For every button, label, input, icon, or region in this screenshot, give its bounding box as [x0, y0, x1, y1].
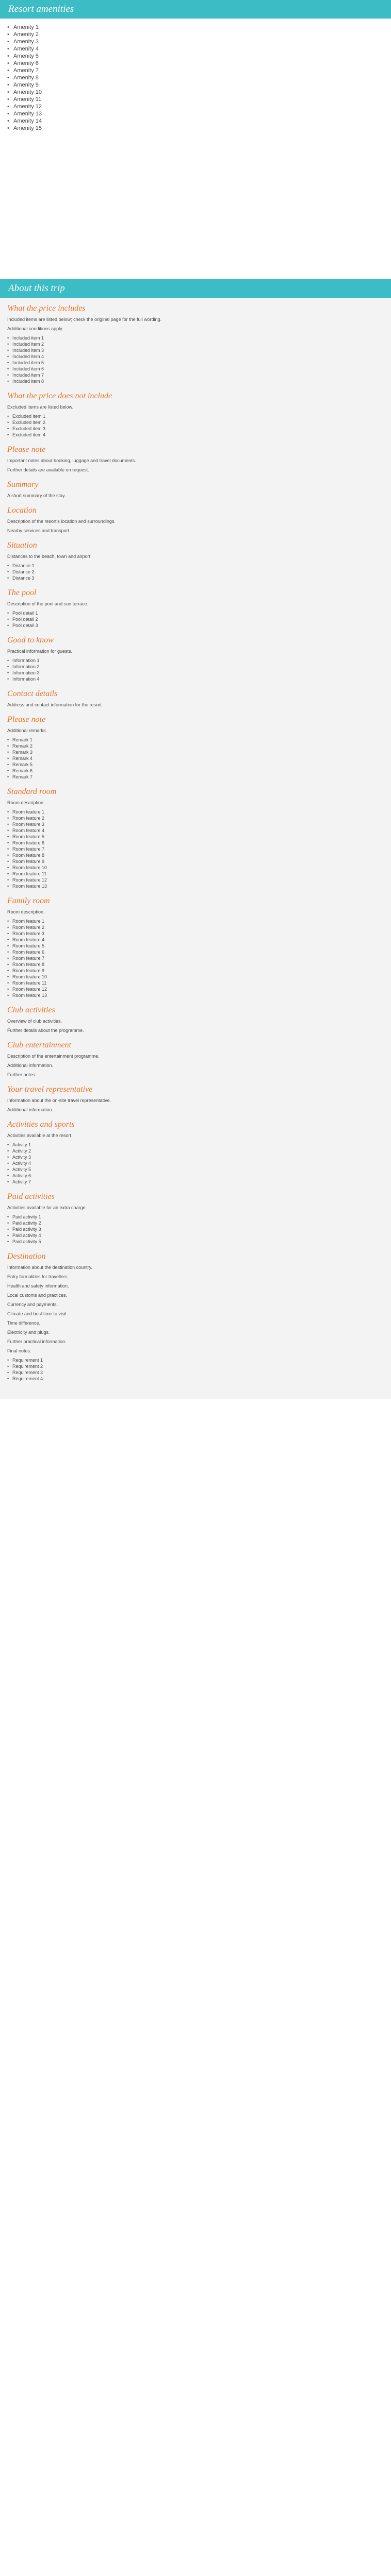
section-bullet: • Included item 5 [7, 360, 384, 366]
section-bullet: • Requirement 4 [7, 1376, 384, 1382]
section-bullet: • Room feature 5 [7, 834, 384, 840]
section-bullet-list [7, 1142, 384, 1185]
section-bullet: • Activity 3 [7, 1154, 384, 1160]
info-section [7, 1041, 384, 1078]
section-paragraph: Activities available at the resort. [7, 1133, 73, 1138]
info-section [7, 896, 384, 998]
info-section [7, 506, 384, 534]
section-bullet-list [7, 413, 384, 438]
section-bullet: • Remark 7 [7, 774, 384, 780]
info-section [7, 392, 384, 438]
info-section [7, 787, 384, 889]
section-bullet: • Remark 2 [7, 743, 384, 749]
section-paragraph: Description of the resort's location and surroundings. [7, 519, 116, 524]
info-section [7, 588, 384, 629]
trip-details-panel [0, 298, 391, 1399]
section-bullet: • Included item 4 [7, 353, 384, 360]
section-paragraph: A short summary of the stay. [7, 493, 66, 498]
section-paragraph: Further notes. [7, 1072, 37, 1077]
section-bullet: • Remark 3 [7, 749, 384, 755]
info-section [7, 689, 384, 708]
section-paragraph: Included items are listed below; check the original page for the full wording. [7, 317, 162, 322]
section-paragraph: Local customs and practices. [7, 1293, 68, 1298]
info-section [7, 480, 384, 499]
section-title: Standard room [7, 787, 57, 796]
amenities-banner: Resort amenities [0, 0, 391, 19]
section-paragraph: Further practical information. [7, 1339, 67, 1344]
section-bullet: • Activity 7 [7, 1179, 384, 1185]
section-bullet: • Included item 1 [7, 335, 384, 341]
section-bullet: • Room feature 6 [7, 840, 384, 846]
section-bullet: • Included item 7 [7, 372, 384, 378]
section-bullet: • Room feature 4 [7, 937, 384, 943]
section-paragraph: Description of the pool and sun terrace. [7, 601, 89, 606]
section-bullet: • Paid activity 3 [7, 1226, 384, 1232]
section-title: What the price does not include [7, 392, 112, 400]
section-paragraph: Overview of club activities. [7, 1019, 62, 1024]
section-bullet: • Remark 1 [7, 737, 384, 743]
section-paragraph: Information about the destination country. [7, 1265, 92, 1270]
section-bullet: • Included item 2 [7, 341, 384, 347]
section-bullet: • Room feature 7 [7, 955, 384, 961]
amenity-item: • Amenity 7 [7, 67, 391, 74]
section-bullet: • Room feature 11 [7, 980, 384, 986]
section-bullet: • Room feature 1 [7, 918, 384, 924]
section-title: Destination [7, 1252, 46, 1261]
section-bullet-list [7, 1214, 384, 1245]
amenities-list [7, 24, 391, 132]
section-title: Please note [7, 445, 46, 454]
section-bullet-list [7, 1357, 384, 1382]
section-paragraph: Address and contact information for the resort. [7, 702, 103, 707]
section-paragraph: Room description. [7, 800, 45, 805]
section-title: Club entertainment [7, 1041, 71, 1049]
section-bullet: • Paid activity 2 [7, 1220, 384, 1226]
section-bullet: • Room feature 9 [7, 858, 384, 865]
info-section [7, 1120, 384, 1185]
section-bullet: • Room feature 8 [7, 961, 384, 968]
section-bullet-list [7, 335, 384, 384]
section-paragraph: Additional conditions apply. [7, 326, 63, 331]
section-title: Good to know [7, 636, 54, 645]
section-paragraph: Climate and best time to visit. [7, 1311, 68, 1316]
section-title: Family room [7, 896, 50, 905]
section-bullet: • Activity 2 [7, 1148, 384, 1154]
section-bullet: • Information 2 [7, 664, 384, 670]
section-bullet: • Pool detail 3 [7, 622, 384, 629]
info-section [7, 636, 384, 682]
section-bullet: • Included item 8 [7, 378, 384, 384]
section-bullet: • Activity 1 [7, 1142, 384, 1148]
page-spacer [0, 141, 391, 279]
section-paragraph: Electricity and plugs. [7, 1330, 50, 1335]
section-bullet: • Room feature 7 [7, 846, 384, 852]
section-paragraph: Activities available for an extra charge. [7, 1205, 87, 1210]
amenity-item: • Amenity 10 [7, 89, 391, 96]
section-title: Club activities [7, 1006, 55, 1014]
section-paragraph: Additional remarks. [7, 728, 47, 733]
section-bullet-list [7, 610, 384, 629]
amenity-item: • Amenity 4 [7, 45, 391, 53]
info-section [7, 1192, 384, 1245]
amenity-item: • Amenity 13 [7, 110, 391, 117]
amenity-item: • Amenity 11 [7, 96, 391, 103]
section-bullet: • Activity 4 [7, 1160, 384, 1166]
amenity-item: • Amenity 2 [7, 31, 391, 38]
section-bullet: • Paid activity 5 [7, 1239, 384, 1245]
section-title: What the price includes [7, 304, 86, 313]
section-bullet: • Room feature 9 [7, 968, 384, 974]
section-paragraph: Final notes. [7, 1348, 31, 1353]
amenity-item: • Amenity 9 [7, 81, 391, 89]
amenity-item: • Amenity 3 [7, 38, 391, 45]
section-bullet: • Remark 4 [7, 755, 384, 761]
amenity-item: • Amenity 12 [7, 103, 391, 110]
section-bullet-list [7, 563, 384, 581]
amenity-item: • Amenity 15 [7, 125, 391, 132]
info-section [7, 304, 384, 384]
section-bullet: • Room feature 3 [7, 821, 384, 827]
section-title: Location [7, 506, 37, 515]
section-paragraph: Currency and payments. [7, 1302, 58, 1307]
section-bullet: • Room feature 13 [7, 992, 384, 998]
section-title: Summary [7, 480, 39, 489]
section-bullet: • Requirement 1 [7, 1357, 384, 1363]
section-bullet: • Paid activity 1 [7, 1214, 384, 1220]
section-bullet-list [7, 737, 384, 780]
section-bullet: • Requirement 2 [7, 1363, 384, 1369]
section-bullet: • Information 1 [7, 657, 384, 664]
section-bullet: • Remark 5 [7, 761, 384, 768]
info-section [7, 445, 384, 473]
section-bullet: • Room feature 8 [7, 852, 384, 858]
amenity-item: • Amenity 6 [7, 60, 391, 67]
section-bullet: • Room feature 10 [7, 865, 384, 871]
section-paragraph: Information about the on-site travel representative. [7, 1098, 111, 1103]
section-bullet: • Pool detail 2 [7, 616, 384, 622]
section-bullet: • Room feature 5 [7, 943, 384, 949]
section-paragraph: Important notes about booking, luggage and travel documents. [7, 458, 136, 463]
section-paragraph: Further details are available on request. [7, 467, 89, 472]
section-title: Please note [7, 715, 46, 724]
section-bullet: • Paid activity 4 [7, 1232, 384, 1239]
info-section [7, 541, 384, 581]
section-title: Activities and sports [7, 1120, 75, 1129]
section-title: Paid activities [7, 1192, 55, 1201]
section-paragraph: Additional information. [7, 1107, 54, 1112]
section-bullet: • Room feature 11 [7, 871, 384, 877]
section-bullet: • Included item 3 [7, 347, 384, 353]
section-paragraph: Room description. [7, 909, 45, 914]
section-paragraph: Additional information. [7, 1063, 54, 1068]
section-bullet: • Activity 5 [7, 1166, 384, 1173]
section-paragraph: Distances to the beach, town and airport. [7, 554, 92, 559]
section-paragraph: Excluded items are listed below. [7, 404, 74, 410]
section-bullet: • Distance 3 [7, 575, 384, 581]
section-bullet: • Room feature 12 [7, 877, 384, 883]
section-bullet: • Room feature 2 [7, 815, 384, 821]
amenity-item: • Amenity 1 [7, 24, 391, 31]
section-paragraph: Description of the entertainment programme. [7, 1054, 100, 1059]
section-paragraph: Nearby services and transport. [7, 528, 71, 533]
section-paragraph: Further details about the programme. [7, 1028, 84, 1033]
section-bullet: • Excluded item 1 [7, 413, 384, 419]
section-paragraph: Entry formalities for travellers. [7, 1274, 69, 1279]
section-bullet: • Information 4 [7, 676, 384, 682]
section-bullet: • Room feature 2 [7, 924, 384, 930]
amenity-item: • Amenity 5 [7, 53, 391, 60]
section-bullet: • Information 3 [7, 670, 384, 676]
section-bullet: • Room feature 12 [7, 986, 384, 992]
info-section [7, 1085, 384, 1113]
section-bullet: • Activity 6 [7, 1173, 384, 1179]
section-bullet: • Room feature 1 [7, 809, 384, 815]
section-bullet: • Room feature 3 [7, 930, 384, 937]
section-paragraph: Time difference. [7, 1320, 41, 1326]
section-bullet: • Room feature 13 [7, 883, 384, 889]
section-paragraph: Health and safety information. [7, 1283, 69, 1289]
section-bullet-list [7, 809, 384, 889]
trip-banner: About this trip [0, 279, 391, 298]
section-bullet: • Excluded item 4 [7, 432, 384, 438]
section-bullet: • Excluded item 2 [7, 419, 384, 426]
section-bullet-list [7, 657, 384, 682]
info-section [7, 715, 384, 780]
section-bullet: • Remark 6 [7, 768, 384, 774]
section-title: Contact details [7, 689, 58, 698]
section-title: The pool [7, 588, 37, 597]
section-bullet: • Room feature 4 [7, 827, 384, 834]
section-bullet: • Distance 1 [7, 563, 384, 569]
section-paragraph: Practical information for guests. [7, 649, 73, 654]
section-bullet: • Room feature 6 [7, 949, 384, 955]
section-bullet-list [7, 918, 384, 998]
section-bullet: • Distance 2 [7, 569, 384, 575]
section-bullet: • Room feature 10 [7, 974, 384, 980]
page-bottom [0, 1399, 391, 1406]
amenity-item: • Amenity 14 [7, 117, 391, 125]
section-bullet: • Excluded item 3 [7, 426, 384, 432]
section-title: Situation [7, 541, 37, 550]
section-bullet: • Requirement 3 [7, 1369, 384, 1376]
info-section [7, 1252, 384, 1382]
section-title: Your travel representative [7, 1085, 93, 1094]
section-bullet: • Included item 6 [7, 366, 384, 372]
section-bullet: • Pool detail 1 [7, 610, 384, 616]
info-section [7, 1006, 384, 1033]
amenity-item: • Amenity 8 [7, 74, 391, 81]
